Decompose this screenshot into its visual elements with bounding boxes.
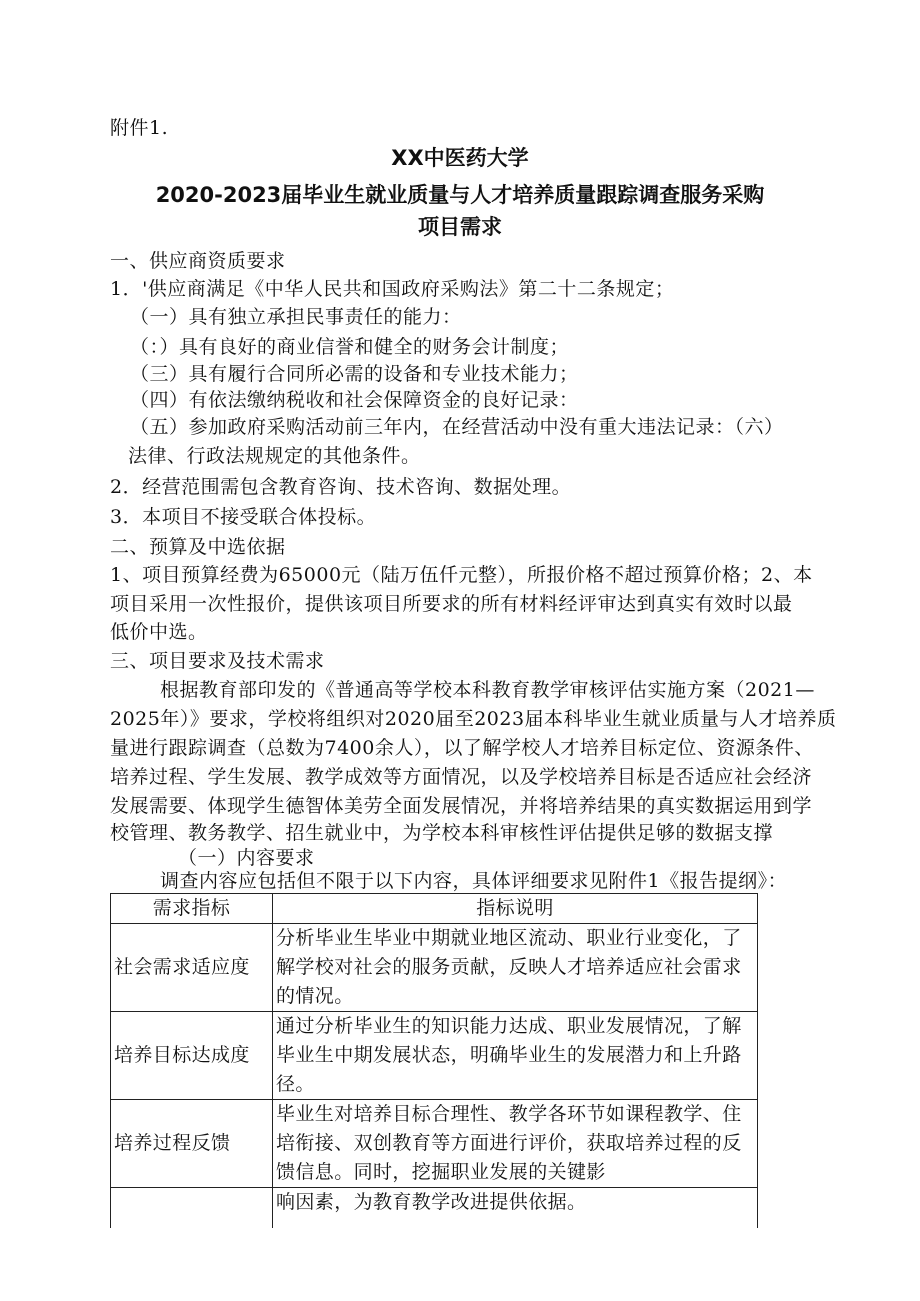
- section1-sub-3: （三）具有履行合同所必需的设备和专业技术能力；: [130, 363, 579, 385]
- section1-item1: 1．'供应商满足《中华人民共和国政府采购法》第二十二条规定；: [110, 278, 675, 300]
- section1-sub-2: （：）具有良好的商业信誉和健全的财务会计制度；: [130, 336, 570, 358]
- section1-item2: 2．经营范围需包含教育咨询、技术咨询、数据处理。: [110, 476, 572, 498]
- section3-sub-heading: （一）内容要求: [178, 847, 315, 869]
- table-row: [111, 1012, 758, 1100]
- table-header-row: [111, 894, 758, 924]
- description-line: 的情况。: [276, 985, 354, 1007]
- section1-sub-1: （一）具有独立承担民事责任的能力：: [130, 306, 462, 328]
- section3-para-line-2: 2025年）》要求，学校将组织对2020届至2023届本科毕业生就业质量与人才培养质: [110, 708, 837, 730]
- description-cell: [273, 1012, 758, 1100]
- attachment-label: 附件1.: [110, 117, 169, 139]
- description-line: 馈信息。同时，挖掘职业发展的关键影: [276, 1161, 606, 1183]
- section3-heading: 三、项目要求及技术需求: [110, 650, 325, 672]
- indicator-cell: [111, 1188, 273, 1229]
- description-cell: [273, 1188, 758, 1229]
- section3-para-line-4: 培养过程、学生发展、教学成效等方面情况，以及学校培养目标是否适应社会经济: [110, 766, 813, 788]
- section2-line-2: 项目采用一次性报价，提供该项目所要求的所有材料经评审达到真实有效时以最: [110, 593, 793, 615]
- table-row: [111, 1100, 758, 1188]
- description-line: 响因素，为教育教学改进提供依据。: [276, 1191, 587, 1213]
- table-row: [111, 924, 758, 1012]
- title-line-3: 项目需求: [418, 215, 502, 239]
- section1-sub-5: （五）参加政府采购活动前三年内，在经营活动中没有重大违法记录：（六）: [130, 416, 784, 438]
- section3-para-line-3: 量进行跟踪调查（总数为7400余人），以了解学校人才培养目标定位、资源条件、: [110, 737, 814, 759]
- section2-line-1: 1、项目预算经费为65000元（陆万伍仟元整），所报价格不超过预算价格；2、本: [110, 564, 813, 586]
- indicator-cell: 社会需求适应度: [111, 924, 273, 1012]
- requirements-table: [110, 893, 758, 1228]
- section1-sub-4: （四）有依法缴纳税收和社会保障资金的良好记录：: [130, 389, 579, 411]
- description-line: 解学校对社会的服务贡献，反映人才培养适应社会雷求: [276, 956, 742, 978]
- header-description: 指标说明: [273, 894, 758, 924]
- indicator-cell: 培养过程反馈: [111, 1100, 273, 1188]
- section1-heading: 一、供应商资质要求: [110, 250, 286, 272]
- title-line-1: XX中医药大学: [391, 146, 529, 170]
- section1-sub-6: 法律、行政法规规定的其他条件。: [128, 445, 421, 467]
- section1-item3: 3．本项目不接受联合体投标。: [110, 506, 377, 528]
- description-line: 培衔接、双创教育等方面进行评价，获取培养过程的反: [276, 1132, 742, 1154]
- description-line: 通过分析毕业生的知识能力达成、职业发展情况，了解: [276, 1015, 742, 1037]
- description-line: 分析毕业生毕业中期就业地区流动、职业行业变化，了: [276, 927, 742, 949]
- section2-line-3: 低价中选。: [110, 621, 208, 643]
- description-line: 径。: [276, 1073, 315, 1095]
- content-intro: 调查内容应包括但不限于以下内容，具体评细要求见附件1《报告提纲》：: [160, 870, 788, 892]
- section3-para-line-5: 发展需要、体现学生德智体美劳全面发展情况，并将培养结果的真实数据运用到学: [110, 795, 813, 817]
- header-indicator: 需求指标: [111, 894, 273, 924]
- indicator-cell: 培养目标达成度: [111, 1012, 273, 1100]
- title-line-2: 2020-2023届毕业生就业质量与人才培养质量跟踪调查服务采购: [155, 183, 765, 207]
- section3-para-line-1: 根据教育部印发的《普通高等学校本科教育教学审核评估实施方案（2021—: [160, 679, 815, 701]
- table-row: [111, 1188, 758, 1229]
- section2-heading: 二、预算及中选依据: [110, 536, 286, 558]
- description-cell: [273, 924, 758, 1012]
- description-line: 毕业生中期发展状态，明确毕业生的发展潜力和上升路: [276, 1044, 742, 1066]
- description-cell: [273, 1100, 758, 1188]
- description-line: 毕业生对培养目标合理性、教学各环节如课程教学、住: [276, 1103, 742, 1125]
- section3-para-line-6: 校管理、教务教学、招生就业中，为学校本科审核性评估提供足够的数据支撑: [110, 822, 774, 844]
